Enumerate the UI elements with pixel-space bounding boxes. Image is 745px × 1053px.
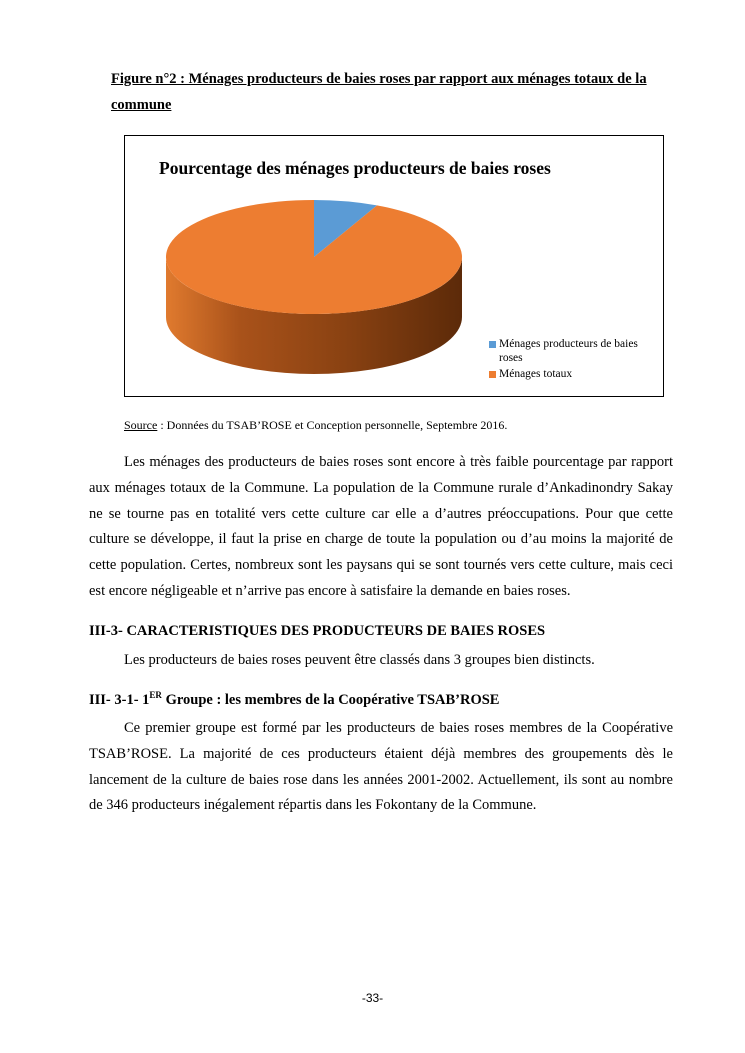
section-heading: III-3- CARACTERISTIQUES DES PRODUCTEURS DE BAIES ROSES	[89, 623, 546, 639]
subsection-heading-sup: ER	[149, 690, 162, 700]
chart-legend	[489, 337, 661, 383]
legend-label-producers: Ménages producteurs de baies roses	[499, 338, 638, 364]
paragraph-3: Ce premier groupe est formé par les producteurs de baies roses membres de la Coopérative TSAB’ROSE. La majorité de ces producteurs étaient déjà membres des groupements dès le lancement de la culture de baies rose dans les années 2001-2002. Actuellement, ils sont au nombre de 346 producteurs inégalement répartis dans les Fokontany de la Commune.	[89, 720, 673, 814]
subsection-heading-prefix: III- 3-1- 1	[89, 691, 150, 708]
legend-swatch-total	[489, 371, 496, 378]
source-label: Source	[124, 418, 158, 432]
figure-caption: Figure n°2 : Ménages producteurs de baies roses par rapport aux ménages totaux de la commune	[111, 71, 647, 113]
legend-item-total	[489, 367, 661, 381]
legend-label-total: Ménages totaux	[499, 368, 573, 380]
pie-chart	[124, 135, 664, 397]
subsection-heading	[89, 690, 499, 709]
figure-source	[124, 418, 507, 433]
page-number: -33-	[361, 991, 384, 1005]
paragraph-1: Les ménages des producteurs de baies roses sont encore à très faible pourcentage par rapport aux ménages totaux de la Commune. La population de la Commune rurale d’Ankadinondry Sakay ne se tourne pas en totalité vers cette culture car elle a d’autres préoccupations. Pour que cette culture se développe, il faut la prise en charge de toute la population ou d’au moins la majorité de cette population. Certes, nombreux sont les paysans qui se sont tournés vers cette culture, mais ceci est encore négligeable et n’arrive pas encore à satisfaire la demande en baies roses.	[89, 454, 673, 599]
pie-slice-total	[166, 200, 462, 314]
paragraph-2: Les producteurs de baies roses peuvent être classés dans 3 groupes bien distincts.	[124, 652, 595, 668]
subsection-heading-suffix: Groupe : les membres de la Coopérative TSAB’ROSE	[161, 691, 500, 708]
legend-swatch-producers	[489, 341, 496, 348]
legend-item-producers	[489, 337, 661, 365]
source-text: : Données du TSAB’ROSE et Conception personnelle, Septembre 2016.	[157, 418, 508, 432]
chart-title: Pourcentage des ménages producteurs de baies roses	[159, 158, 551, 178]
